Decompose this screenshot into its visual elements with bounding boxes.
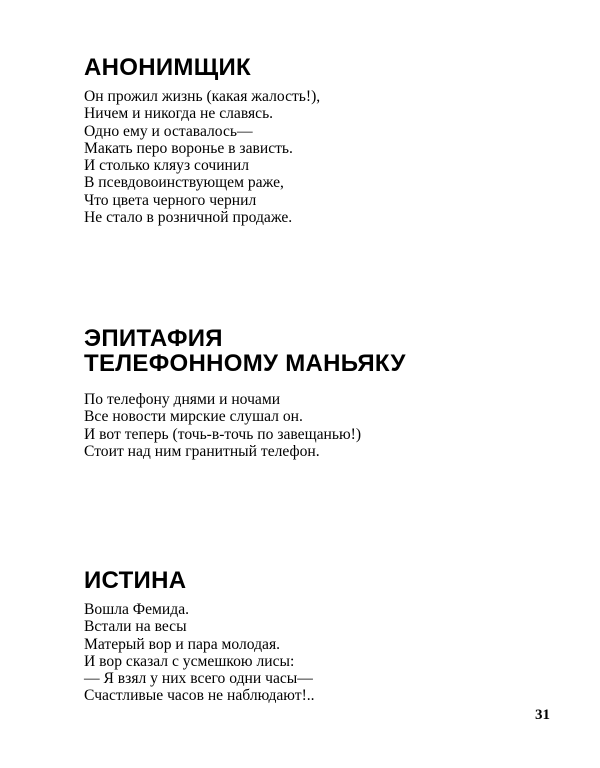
poem-line: Встали на весы (84, 618, 187, 636)
poem-title-line: ТЕЛЕФОННОМУ МАНЬЯКУ (84, 350, 406, 377)
poem-title (84, 326, 406, 376)
poem-line: И столько кляуз сочинил (84, 157, 250, 175)
poem-title-line: ИСТИНА (84, 567, 187, 594)
poem-line: Одно ему и оставалось— (84, 122, 253, 140)
poem-title (84, 568, 315, 593)
poem-line: Вошла Фемида. (84, 601, 190, 618)
poem-line: Что цвета черного чернил (84, 191, 257, 209)
page-number: 31 (535, 707, 550, 723)
poem-line: Стоит над ним гранитный телефон. (84, 442, 320, 460)
poem-line: В псевдовоинствующем раже, (84, 174, 284, 192)
poem-title (84, 55, 320, 80)
poem-line: Счастливые часов не наблюдают!.. (84, 687, 315, 705)
poem-line: Все новости мирские слушал он. (84, 408, 303, 426)
poem-line: Не стало в розничной продаже. (84, 209, 293, 227)
poem-line: Ничем и никогда не славясь. (84, 105, 274, 123)
poem-title-line: ЭПИТАФИЯ (84, 325, 223, 352)
poem-title-line: АНОНИМЩИК (84, 54, 251, 81)
poem-stanza (84, 88, 320, 226)
poem-epitafiya (84, 326, 406, 460)
poem-line: По телефону днями и ночами (84, 391, 281, 408)
poem-line: Макать перо вороньe в зависть. (84, 139, 293, 157)
poem-line: Он прожил жизнь (какая жалость!), (84, 88, 321, 105)
poem-stanza (84, 391, 406, 460)
poem-istina (84, 568, 315, 705)
poem-anonimshchik (84, 55, 320, 226)
poem-line: И вор сказал с усмешкою лисы: (84, 652, 295, 670)
poem-line: — Я взял у них всего одни часы— (84, 670, 313, 688)
poem-line: И вот теперь (точь-в-точь по завещанью!) (84, 425, 362, 443)
poem-stanza (84, 601, 315, 705)
poem-line: Матерый вор и пара молодая. (84, 635, 281, 653)
